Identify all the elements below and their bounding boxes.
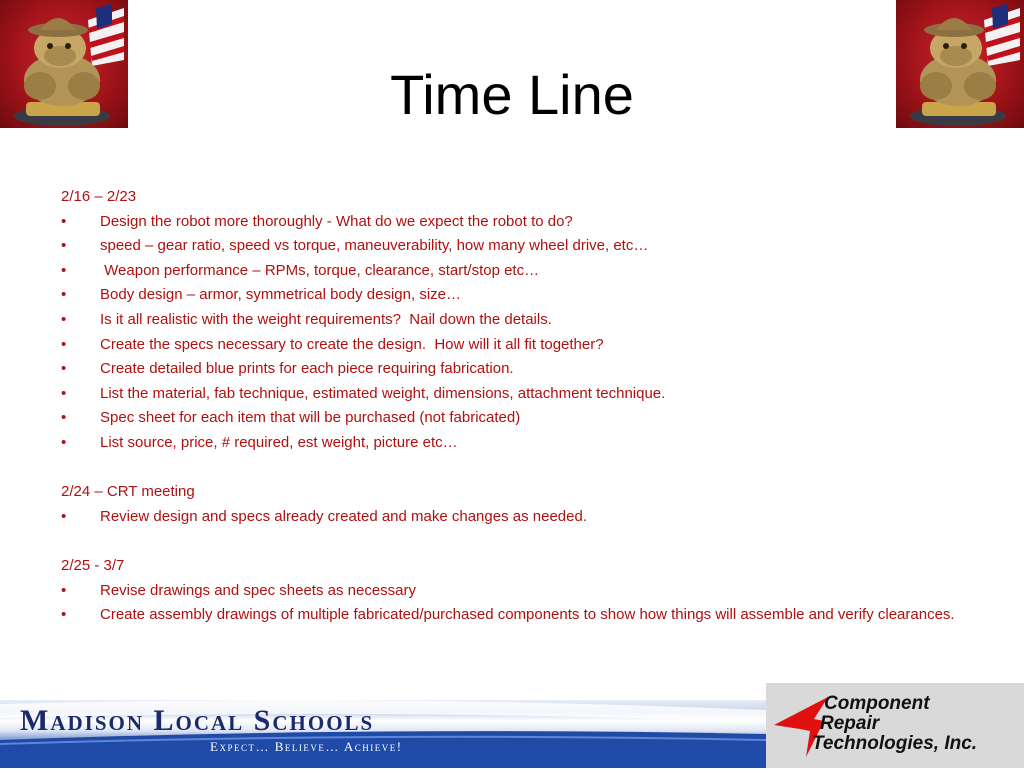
slide-title: Time Line bbox=[390, 63, 634, 126]
bullet-icon: • bbox=[61, 360, 67, 378]
flag-icon bbox=[88, 4, 124, 66]
section-heading: 2/25 - 3/7 bbox=[61, 556, 125, 574]
bullet-icon: • bbox=[61, 433, 67, 451]
crt-company-name: Component Repair Technologies, Inc. bbox=[812, 693, 978, 754]
list-item: • Is it all realistic with the weight requirements? Nail down the details. bbox=[61, 308, 961, 333]
bullet-icon: • bbox=[61, 237, 67, 255]
school-name-logo: Madison Local Schools bbox=[20, 704, 375, 737]
bullet-icon: • bbox=[61, 261, 67, 279]
bullet-icon: • bbox=[61, 212, 67, 230]
list-item: • Spec sheet for each item that will be purchased (not fabricated) bbox=[61, 406, 961, 431]
list-item: • Review design and specs already created and make changes as needed. bbox=[61, 505, 961, 530]
flag-icon bbox=[984, 4, 1020, 66]
list-item: • Design the robot more thoroughly - What do we expect the robot to do? bbox=[61, 210, 961, 235]
section-heading: 2/24 – CRT meeting bbox=[61, 483, 195, 501]
bullet-icon: • bbox=[61, 581, 67, 599]
bullet-icon: • bbox=[61, 606, 67, 624]
list-item: • Weapon performance – RPMs, torque, clearance, start/stop etc… bbox=[61, 259, 961, 284]
bullet-icon: • bbox=[61, 384, 67, 402]
bullet-icon: • bbox=[61, 335, 67, 353]
list-item: • Create the specs necessary to create the design. How will it all fit together? bbox=[61, 333, 961, 358]
bullet-icon: • bbox=[61, 409, 67, 427]
school-tagline: Expect… Believe… Achieve! bbox=[210, 739, 403, 754]
bullet-icon: • bbox=[61, 507, 67, 525]
list-item: • Create assembly drawings of multiple fabricated/purchased components to show how things will assemble and verify clearances. bbox=[61, 606, 955, 624]
timeline-content bbox=[61, 185, 961, 625]
list-item: • List source, price, # required, est weight, picture etc… bbox=[61, 431, 961, 456]
list-item: • List the material, fab technique, estimated weight, dimensions, attachment technique. bbox=[61, 382, 961, 407]
section-heading: 2/16 – 2/23 bbox=[61, 188, 137, 205]
list-item: • Body design – armor, symmetrical body design, size… bbox=[61, 283, 961, 308]
bullet-icon: • bbox=[61, 310, 67, 328]
bullet-icon: • bbox=[61, 286, 67, 304]
list-item: • speed – gear ratio, speed vs torque, maneuverability, how many wheel drive, etc… bbox=[61, 234, 961, 259]
list-item: • Revise drawings and spec sheets as necessary bbox=[61, 579, 961, 604]
list-item: • Create detailed blue prints for each piece requiring fabrication. bbox=[61, 357, 961, 382]
